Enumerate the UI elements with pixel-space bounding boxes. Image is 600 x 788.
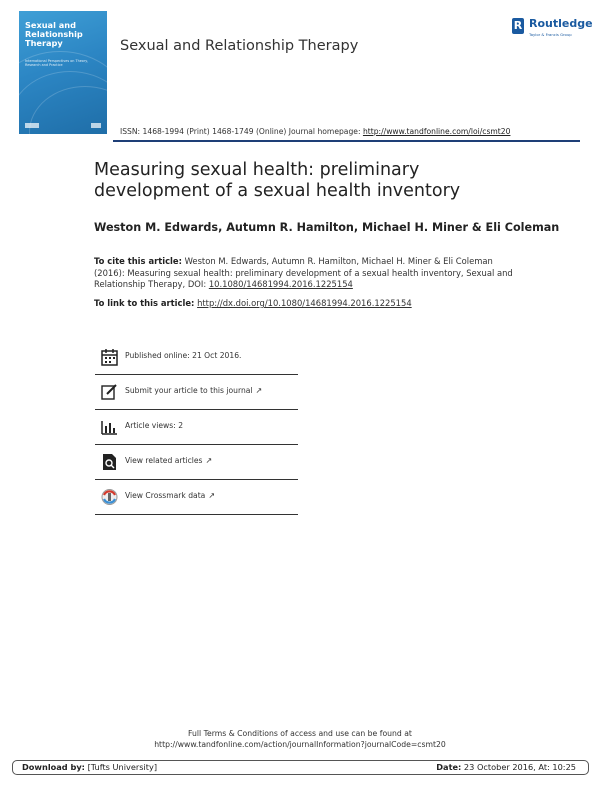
- submit-article-link[interactable]: [125, 386, 262, 395]
- submit-article-label: Submit your article to this journal: [125, 386, 253, 395]
- views-row: [95, 410, 298, 445]
- article-link-line: [94, 298, 412, 308]
- published-row: [95, 340, 298, 375]
- publisher-logo: [510, 16, 593, 46]
- article-info-panel: [95, 340, 298, 515]
- terms-url-link[interactable]: http://www.tandfonline.com/action/journalInformation?journalCode=csmt20: [154, 740, 446, 749]
- cover-title: Sexual and Relationship Therapy: [25, 20, 83, 48]
- submit-row[interactable]: [95, 375, 298, 410]
- journal-title: Sexual and Relationship Therapy: [120, 38, 359, 54]
- cover-logo-right: [91, 123, 101, 128]
- citation-block: [94, 256, 514, 291]
- citation-text: Weston M. Edwards, Autumn R. Hamilton, Michael H. Miner & Eli Coleman (2016): Measuring sexual health: preliminary development of a sexual health inventory, Sexual and Relationship Therapy, DOI:: [94, 256, 513, 289]
- download-date: [436, 762, 576, 772]
- routledge-r-icon: R: [513, 19, 523, 32]
- cover-logo-left: [25, 123, 39, 128]
- terms-line: Full Terms & Conditions of access and use can be found at: [188, 729, 412, 738]
- edit-icon: [101, 383, 118, 401]
- external-link-icon: ↗: [208, 491, 216, 500]
- terms-notice: [0, 728, 600, 750]
- link-label: To link to this article:: [94, 298, 195, 308]
- publisher-name: Routledge: [529, 17, 593, 30]
- external-link-icon: ↗: [255, 386, 263, 395]
- download-value: [Tufts University]: [84, 762, 158, 772]
- calendar-icon: [101, 348, 118, 366]
- publisher-tagline: Taylor & Francis Group: [529, 32, 572, 37]
- journal-cover-image: [19, 11, 107, 134]
- crossmark-row[interactable]: [95, 480, 298, 515]
- related-articles-link[interactable]: [125, 456, 212, 465]
- article-views: Article views: 2: [125, 421, 184, 430]
- crossmark-link[interactable]: [125, 491, 215, 500]
- published-date: Published online: 21 Oct 2016.: [125, 351, 242, 360]
- article-authors: Weston M. Edwards, Autumn R. Hamilton, Michael H. Miner & Eli Coleman: [94, 221, 560, 234]
- citation-label: To cite this article:: [94, 256, 182, 266]
- related-row[interactable]: [95, 445, 298, 480]
- journal-homepage-link[interactable]: http://www.tandfonline.com/loi/csmt20: [362, 127, 511, 136]
- date-value: 23 October 2016, At: 10:25: [461, 762, 576, 772]
- citation-doi-link[interactable]: 10.1080/14681994.2016.1225154: [208, 279, 353, 289]
- issn-line: [120, 127, 510, 136]
- download-footer: [12, 760, 589, 775]
- document-search-icon: [101, 453, 118, 471]
- issn-text: ISSN: 1468-1994 (Print) 1468-1749 (Online) Journal homepage:: [120, 127, 363, 136]
- date-label: Date:: [436, 762, 462, 772]
- article-doi-link[interactable]: http://dx.doi.org/10.1080/14681994.2016.1225154: [197, 298, 412, 308]
- download-label: Download by:: [22, 762, 85, 772]
- crossmark-icon: [101, 488, 118, 506]
- crossmark-label: View Crossmark data: [125, 491, 206, 500]
- header-divider: [113, 140, 580, 142]
- article-title: Measuring sexual health: preliminary development of a sexual health inventory: [94, 160, 461, 201]
- cover-subtitle: International Perspectives on Theory, Research and Practice: [25, 59, 89, 68]
- external-link-icon: ↗: [205, 456, 213, 465]
- bar-chart-icon: [101, 418, 118, 436]
- related-articles-label: View related articles: [125, 456, 203, 465]
- download-info: [22, 762, 157, 772]
